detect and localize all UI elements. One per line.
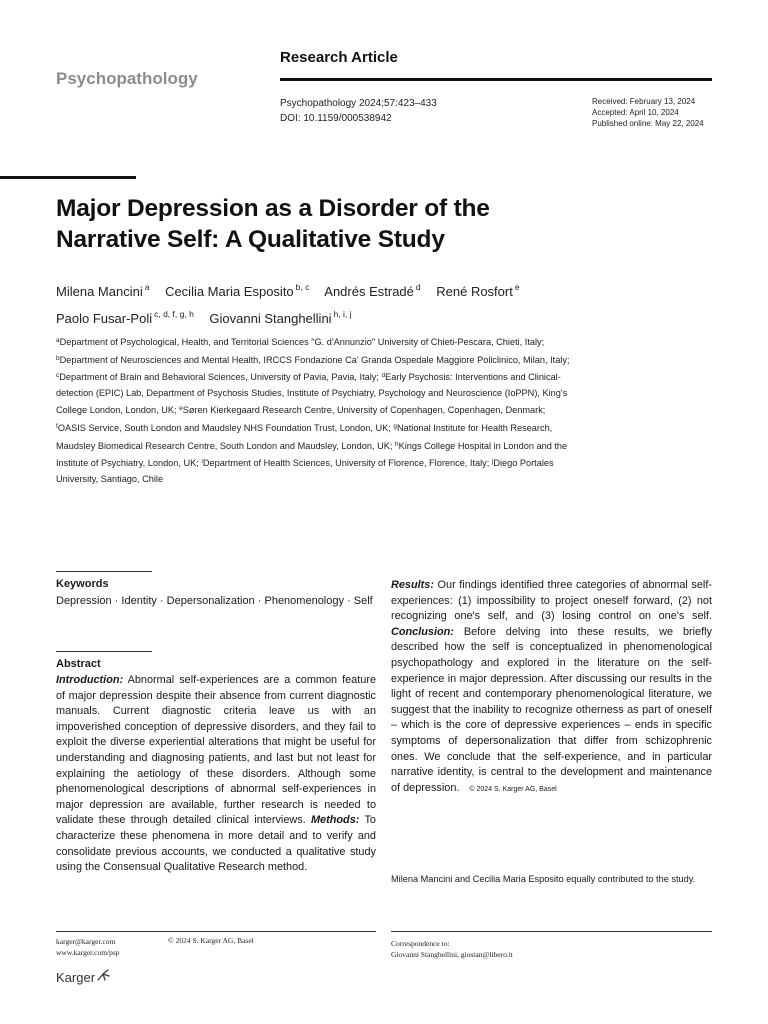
doi-link[interactable]: DOI: 10.1159/000538942 [280,113,392,124]
keywords-rule [56,571,152,572]
author-list [56,276,716,330]
correspondence-label: Correspondence to: [391,939,450,948]
title-line-1: Major Depression as a Disorder of the [56,195,490,222]
author[interactable]: Paolo Fusar-Poli $^{c, d, f, g, h}$ [56,309,194,326]
author[interactable]: René Rosfort $^e$ [436,282,520,299]
footer-rule-right [391,931,712,932]
publisher-contact [56,936,120,958]
journal-name: Psychopathology [56,69,198,88]
author[interactable]: Cecilia Maria Esposito $^{b, c}$ [165,282,310,299]
keywords-heading: Keywords [56,578,109,590]
correspondence-contact[interactable]: Giovanni Stanghellini, giostan@libero.it [391,950,513,959]
title-rule [0,176,136,179]
published-date: Published online: May 22, 2024 [592,119,704,128]
publication-dates [592,96,704,129]
keywords-list: Depression · Identity · Depersonalization · Phenomenology · Self [56,595,373,607]
article-title [56,193,616,255]
abstract-text-right: Results: Our findings identified three categories of abnormal self-experiences: (1) impossibility to project oneself forward, (2) not recognizing one's self, and (3) losing control on one's self. Conclusion: Before delving into these results, we briefly described how the self is conceptualized in phenomenological psychopathology and explored in the literature on the self-experience in major depression. After discussing our results in the light of recent and contemporary phenomenological literature, we suggest that the inability to recognize otherness as part of oneself – which is the core of depressive experiences – ends in specific symptoms of depersonalization that differ from schizophrenic ones. We conclude that the self-experience, and in particular narrative identity, is central to the development and maintenance of depression. © 2024 S. Karger AG, Basel [391,579,712,794]
abstract-copyright: © 2024 S. Karger AG, Basel [469,785,557,793]
article-type: Research Article [280,49,398,66]
received-date: Received: February 13, 2024 [592,97,696,106]
citation-block [280,96,437,126]
footer-copyright: © 2024 S. Karger AG, Basel [168,936,254,945]
header-rule [280,78,712,81]
accepted-date: Accepted: April 10, 2024 [592,108,679,117]
publisher-name: Karger [56,970,96,985]
publisher-url[interactable]: www.karger.com/psp [56,948,120,957]
author[interactable]: Milena Mancini $^a$ [56,282,150,299]
abstract-text-left: Introduction: Abnormal self-experiences are a common feature of major depression despite their absence from current diagnostic manuals. Current diagnostic criteria leave us with an impoverished conception of depressive disorders, and they fail to exploit the diverse experiential alterations that might be useful for understanding and diagnosing patients, and last but not least for explaining the aetiology of these disorders. Although some phenomenological descriptions of abnormal self-experiences in major depression are available, further research is needed to validate these through detailed clinical interviews. Methods: To characterize these phenomena in more detail and to verify and consolidate previous accounts, we conducted a qualitative study using the Consensual Qualitative Research method. [56,674,376,874]
affiliations: $^a$Department of Psychological, Health, and Territorial Sciences "G. d'Annunzio" University of Chieti-Pescara, Chieti, Italy; $^b$Department of Neurosciences and Mental Health, IRCCS Fondazione Ca' Granda Ospedale Maggiore Policlinico, Milan, Italy; $^c$Department of Brain and Behavioral Sciences, University of Pavia, Pavia, Italy; $^d$Early Psychosis: Interventions and Clinical-detection (EPIC) Lab, Department of Psychosis Studies, Institute of Psychiatry, Psychology and Neuroscience (IoPPN), King's College London, London, UK; $^e$Søren Kierkegaard Research Centre, University of Copenhagen, Copenhagen, Denmark; $^f$OASIS Service, South London and Maudsley NHS Foundation Trust, London, UK; $^g$National Institute for Health Research, Maudsley Biomedical Research Centre, South London and Maudsley, London, UK; $^h$Kings College Hospital in London and the Institute of Psychiatry, London, UK; $^i$Department of Health Sciences, University of Florence, Florence, Italy; $^j$Diego Portales University, Santiago, Chile [56,337,570,484]
abstract-rule [56,651,152,652]
contribution-note: Milena Mancini and Cecilia Maria Esposito equally contributed to the study. [391,874,696,884]
author[interactable]: Andrés Estradé $^d$ [324,282,421,299]
footer-rule-left [56,931,376,932]
publisher-mark-icon [96,968,110,982]
author[interactable]: Giovanni Stanghellini $^{h, i, j}$ [209,309,352,326]
publisher-logo [56,970,110,985]
correspondence [391,938,513,960]
abstract-heading: Abstract [56,658,101,670]
publisher-email[interactable]: karger@karger.com [56,937,116,946]
title-line-2: Narrative Self: A Qualitative Study [56,226,445,253]
citation: Psychopathology 2024;57:423–433 [280,98,437,109]
